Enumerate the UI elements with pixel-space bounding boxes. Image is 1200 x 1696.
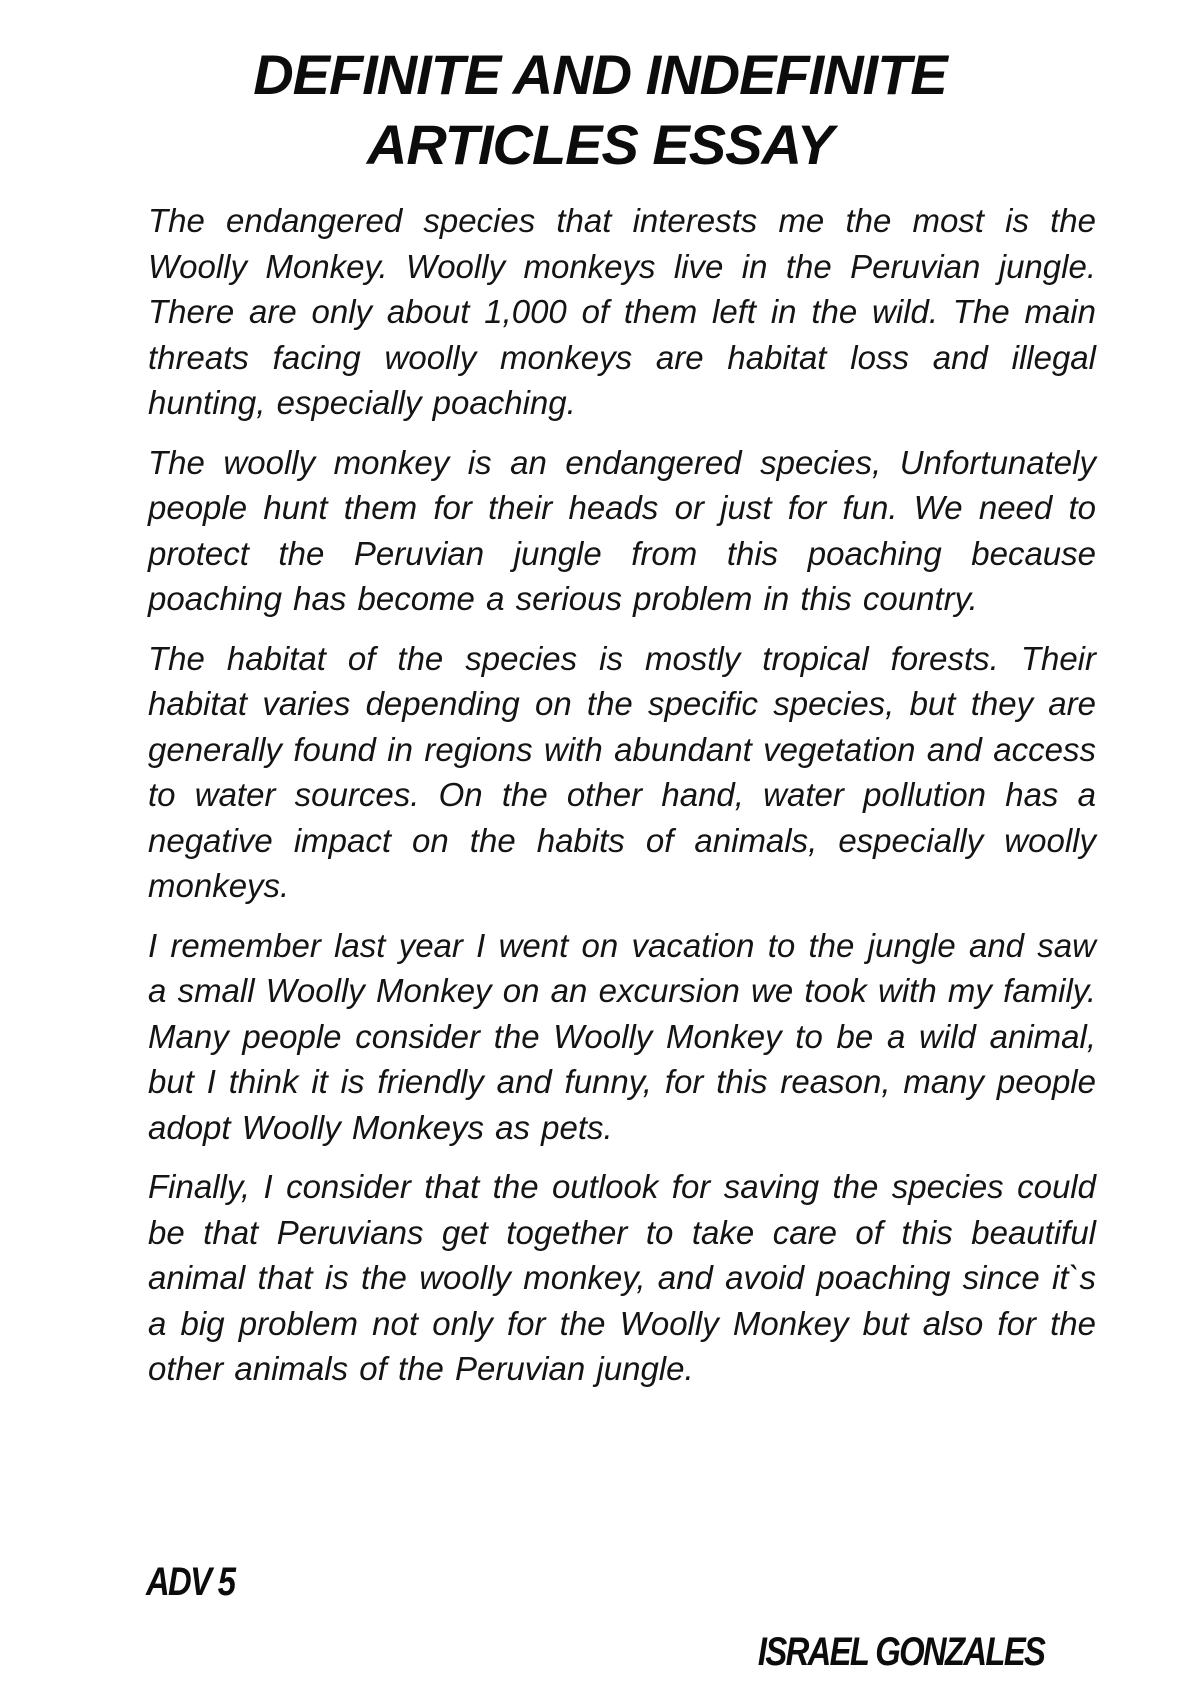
essay-paragraph-3: The habitat of the species is mostly tropical forests. Their habitat varies depending on the specific species, but they are generally found in regions with abundant vegetation and access to water sources. On the other hand, water pollution has a negative impact on the habits of animals, especially woolly monkeys. bbox=[148, 639, 1096, 904]
essay-title-line-1: DEFINITE AND INDEFINITE bbox=[253, 43, 947, 106]
essay-paragraph-5: Finally, I consider that the outlook for saving the species could be that Peruvians get together to take care of this beautiful animal that is the woolly monkey, and avoid poaching since it`s a big problem not only for the Woolly Monkey but also for the other animals of the Peruvian jungle. bbox=[148, 1168, 1096, 1387]
essay-paragraph-4: I remember last year I went on vacation to the jungle and saw a small Woolly Monkey on an excursion we took with my family. Many people consider the Woolly Monkey to be a wild animal, but I think it is friendly and funny, for this reason, many people adopt Woolly Monkeys as pets. bbox=[148, 926, 1096, 1146]
essay-body bbox=[148, 198, 1096, 1406]
essay-title bbox=[150, 40, 1050, 180]
course-label: ADV 5 bbox=[146, 1560, 235, 1604]
author-name: ISRAEL GONZALES bbox=[757, 1630, 1044, 1674]
essay-paragraph-2: The woolly monkey is an endangered species, Unfortunately people hunt them for their heads or just for fun. We need to protect the Peruvian jungle from this poaching because poaching has become a serious problem in this country. bbox=[148, 443, 1096, 617]
essay-paragraph-1: The endangered species that interests me the most is the Woolly Monkey. Woolly monkeys live in the Peruvian jungle. There are only about 1,000 of them left in the wild. The main threats facing woolly monkeys are habitat loss and illegal hunting, especially poaching. bbox=[148, 202, 1096, 421]
essay-title-line-2: ARTICLES ESSAY bbox=[366, 113, 834, 176]
